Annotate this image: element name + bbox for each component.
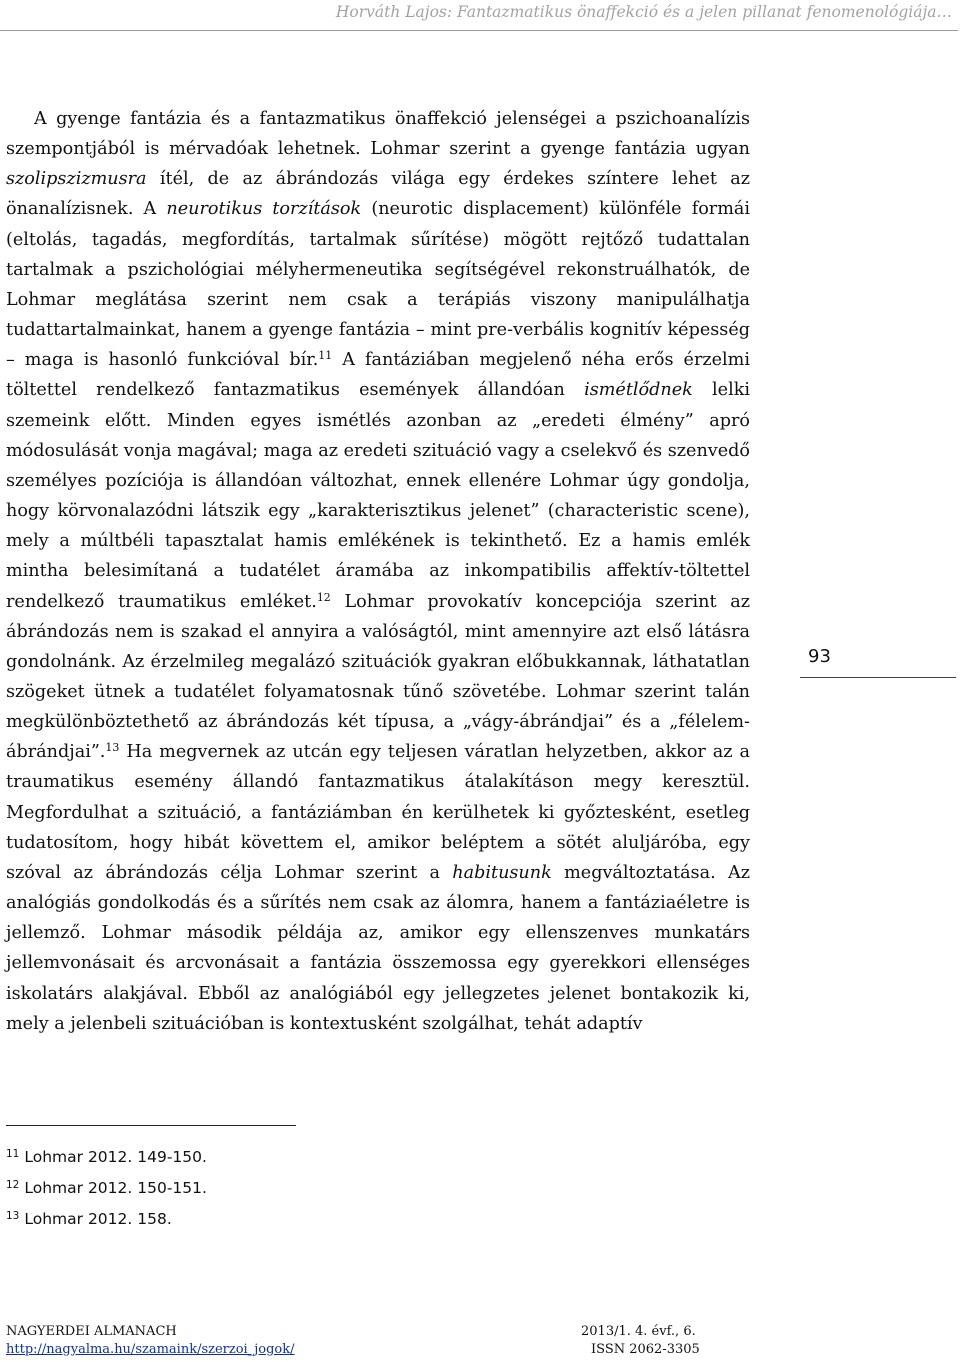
body-text [6,104,750,1039]
footnote-ref-13[interactable]: 13 [105,741,120,755]
italic-term: neurotikus torzítások [166,199,362,220]
issue-info: 2013/1. 4. évf., 6. [581,1324,696,1339]
page-number: 93 [808,646,831,667]
running-header: Horváth Lajos: Fantazmatikus önaffekció és a jelen pillanat fenomenológiája… [335,3,952,21]
footnote-rule [6,1125,296,1126]
footnote-11: $^{11}$ Lohmar 2012. 149-150. [6,1148,207,1166]
issn: ISSN 2062-3305 [591,1342,700,1357]
italic-term: ismétlődnek [584,380,693,401]
copyright-link[interactable]: http://nagyalma.hu/szamaink/szerzoi_jogok/ [6,1342,295,1357]
page-number-rule [800,677,956,678]
footnote-ref-12[interactable]: 12 [316,590,331,604]
footnote-13: $^{13}$ Lohmar 2012. 158. [6,1210,172,1228]
footnote-ref-11[interactable]: 11 [318,349,333,363]
footnotes [6,1140,207,1233]
italic-term: szolipszizmusra [6,169,147,190]
paragraph-1: A gyenge fantázia és a fantazmatikus önaffekció jelenségei a pszichoanalízis szempontjából is mérvadóak lehetnek. Lohmar szerint a gyenge fantázia ugyan szolipszizmusra ítél, de az ábrándozás világa egy érdekes színtere lehet az önanalízisnek. A neurotikus torzítások (neurotic displacement) különféle formái (eltolás, tagadás, megfordítás, tartalmak sűrítése) mögött rejtőző tudattalan tartalmak a pszichológiai mélyhermeneutika segítségével rekonstruálhatók, de Lohmar meglátása szerint nem csak a terápiás viszony manipulálhatja tudattartalmainkat, hanem a gyenge fantázia – mint pre-verbális kognitív képesség – maga is hasonló funkcióval bír.$^{11}$ A fantáziában megjelenő néha erős érzelmi töltettel rendelkező fantazmatikus események állandóan ismétlődnek lelki szemeink előtt. Minden egyes ismétlés azonban az „eredeti élmény” apró módosulását vonja magával; maga az eredeti szituáció vagy a cselekvő és szenvedő személyes pozíciója is állandóan változhat, ennek ellenére Lohmar úgy gondolja, hogy körvonalazódni látszik egy „karakterisztikus jelenet” (characteristic scene), mely a múltbéli tapasztalat hamis emlékének is tekinthető. Ez a hamis emlék mintha belesimítaná a tudatélet áramába az inkompatibilis affektív-töltettel rendelkező traumatikus emléket.$^{12}$ Lohmar provokatív koncepciója szerint az ábrándozás nem is szakad el annyira a valóságtól, mint amennyire azt első látásra gondolnánk. Az érzelmileg megalázó szituációk gyakran előbukkannak, láthatatlan szögeket ütnek a tudatélet folyamatosnak tűnő szövetébe. Lohmar szerint talán megkülönböztethető az ábrándozás két típusa, a „vágy-ábrándjai” és a „félelem-ábrándjai”.$^{13}$ Ha megvernek az utcán egy teljesen váratlan helyzetben, akkor az a traumatikus esemény állandó fantazmatikus átalakításon megy keresztül. Megfordulhat a szituáció, a fantáziámban én kerülhetek ki győztesként, esetleg tudatosítom, hogy hibát követtem el, amikor beléptem a sötét aluljáróba, egy szóval az ábrándozás célja Lohmar szerint a habitusunk megváltoztatása. Az analógiás gondolkodás és a sűrítés nem csak az álomra, hanem a fantáziaéletre is jellemző. Lohmar második példája az, amikor egy ellenszenves munkatárs jellemvonásait és arcvonásait a fantázia összemossa egy gyerekkori ellenséges iskolatárs alakjával. Ebből az analógiából egy jellegzetes jelenet bontakozik ki, mely a jelenbeli szituációban is kontextusként szolgálhat, tehát adaptív [6,109,751,1034]
header-rule [0,30,958,31]
paragraph-2: Az analógiás gondolkodás és a sűrítés nem csak az álomra, hanem a fantáziaéletre is jellemző. Lohmar második példája az, amikor egy ellenszenves munkatárs jellemvonásait és arcvonásait a fantázia összemossa egy gyerekkori ellenséges iskolatárs alakjával. Ebből az analógiából egy jellegzetes jelenet bontakozik ki, mely a jelenbeli szituációban is kontextusként szolgálhat, tehát adaptív [6,862,750,1034]
italic-term: habitusunk [452,862,552,883]
footnote-12: $^{12}$ Lohmar 2012. 150-151. [6,1179,207,1197]
journal-name: NAGYERDEI ALMANACH [6,1324,177,1339]
